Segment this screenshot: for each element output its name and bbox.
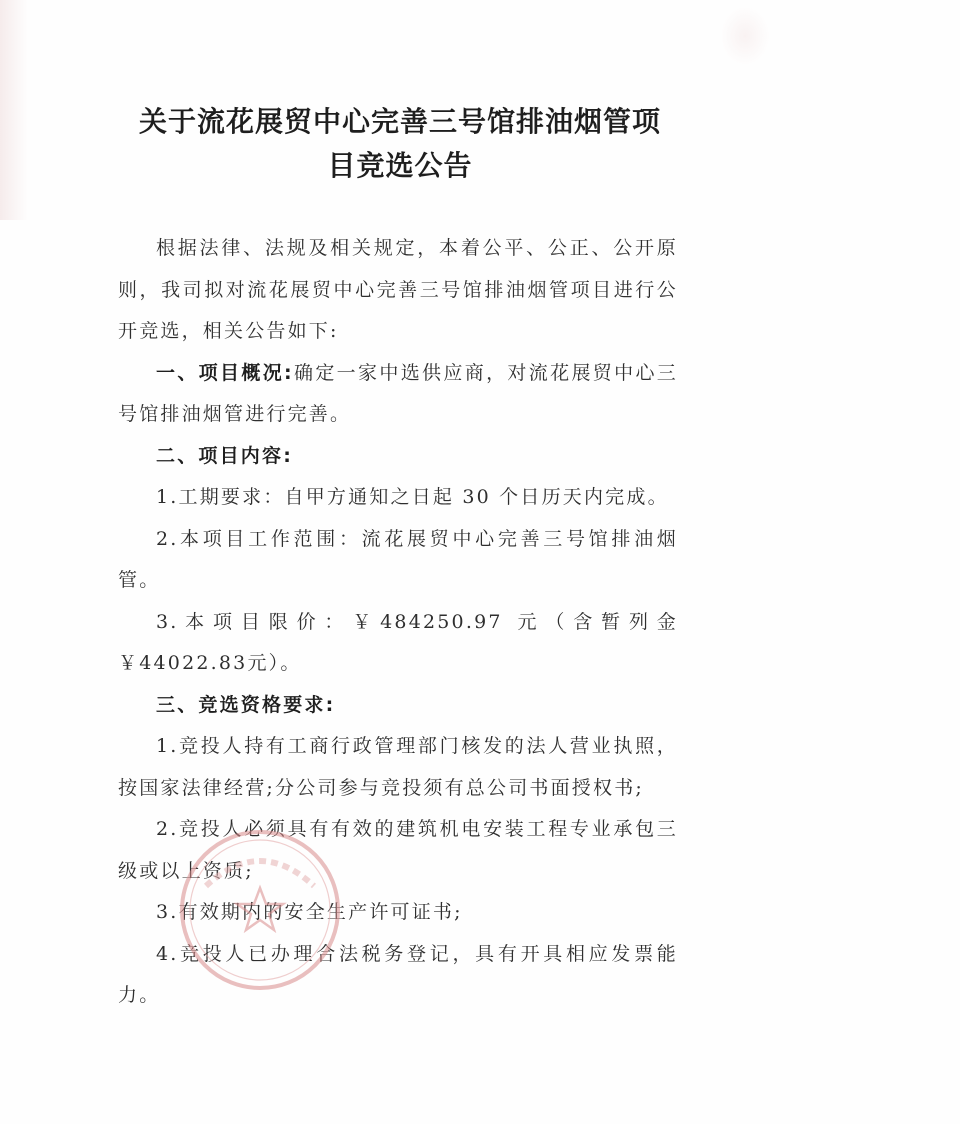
section-2-item-3: 3.本项目限价：￥484250.97 元（含暂列金￥44022.83元）。 <box>118 610 678 674</box>
section-3-item-1: 1.竞投人持有工商行政管理部门核发的法人营业执照，按国家法律经营;分公司参与竞投须有总公司书面授权书; <box>118 735 678 799</box>
section-1-paragraph <box>118 353 678 436</box>
section-2-item-2: 2.本项目工作范围：流花展贸中心完善三号馆排油烟管。 <box>118 527 678 591</box>
section-3-item-4: 4.竞投人已办理合法税务登记，具有开具相应发票能力。 <box>118 942 678 1006</box>
title-line-1: 关于流花展贸中心完善三号馆排油烟管项 <box>138 105 661 138</box>
section-2-heading: 二、项目内容: <box>156 444 293 467</box>
section-2-paragraph <box>118 436 678 478</box>
section-3-paragraph <box>118 685 678 727</box>
title-line-2: 目竞选公告 <box>327 149 473 182</box>
section-1-heading: 一、项目概况: <box>156 361 294 384</box>
section-2-item-1: 1.工期要求：自甲方通知之日起 30 个日历天内完成。 <box>156 486 669 508</box>
section-3-heading: 三、竞选资格要求: <box>156 693 336 716</box>
document-title <box>120 100 680 188</box>
section-1-text: 确定一家中选供应商，对流花展贸中心三号馆排油烟管进行完善。 <box>118 361 679 425</box>
document-body <box>118 228 678 1017</box>
intro-paragraph: 根据法律、法规及相关规定，本着公平、公正、公开原则，我司拟对流花展贸中心完善三号馆排油烟管项目进行公开竞选，相关公告如下: <box>118 237 678 342</box>
section-3-item-3: 3.有效期内的安全生产许可证书; <box>156 901 463 923</box>
scan-smudge <box>720 6 770 66</box>
section-3-item-2: 2.竞投人必须具有有效的建筑机电安装工程专业承包三级或以上资质; <box>118 818 678 882</box>
scan-edge-shadow <box>0 0 28 220</box>
